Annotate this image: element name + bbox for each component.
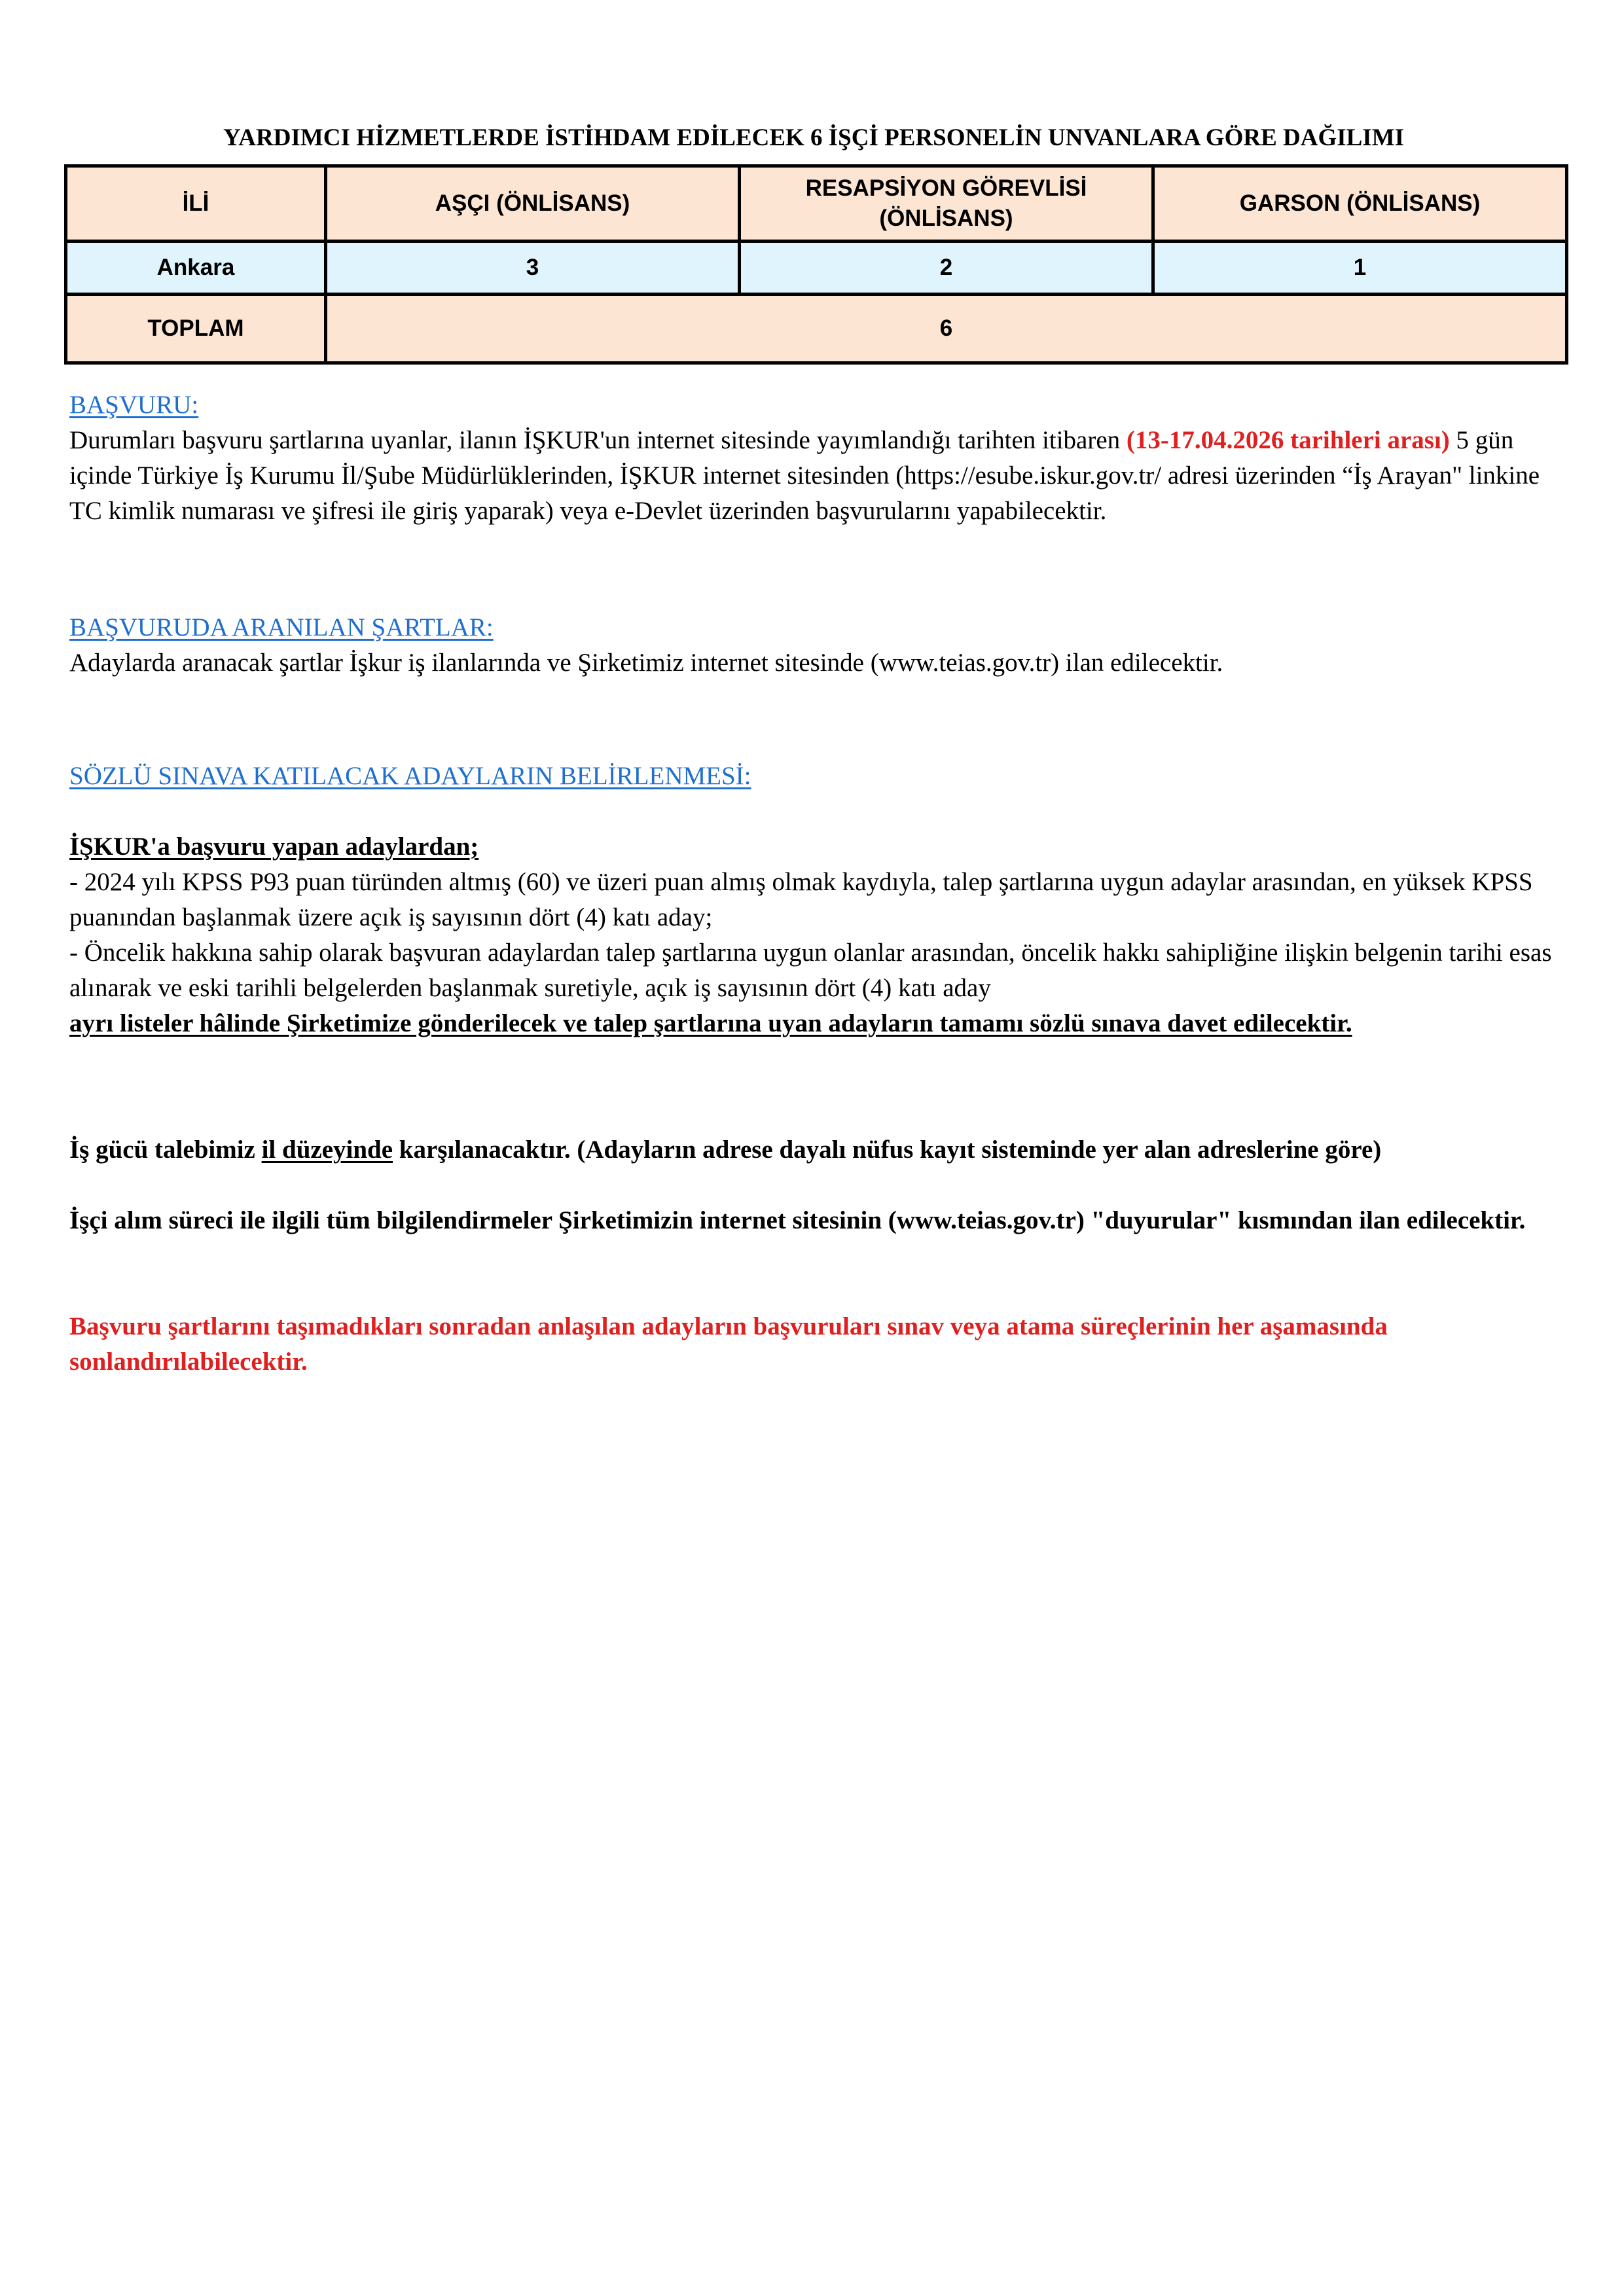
sartlar-section [69, 610, 1568, 681]
basvuru-dates-2: arası) [1387, 426, 1450, 454]
sozlu-subheading: İŞKUR'a başvuru yapan adaylardan; [69, 833, 479, 861]
basvuru-body [69, 423, 1568, 529]
header-ili: İLİ [66, 166, 326, 242]
page-title: YARDIMCI HİZMETLERDE İSTİHDAM EDİLECEK 6 İŞÇİ PERSONELİN UNVANLARA GÖRE DAĞILIMI [223, 124, 1405, 151]
uyari-note [69, 1309, 1568, 1380]
table-row [66, 242, 1567, 295]
sozlu-closing: ayrı listeler hâlinde Şirketimize gönderilecek ve talep şartlarına uyan adayların tamamı sözlü sınava davet edilecektir. [69, 1009, 1352, 1037]
bilgi-note [69, 1203, 1568, 1238]
table-total-row [66, 295, 1567, 363]
talep-il-duzeyinde: il düzeyinde [261, 1136, 393, 1164]
sozlu-item-2: - Öncelik hakkına sahip olarak başvuran adaylardan talep şartlarına uygun olanlar arasından, öncelik hakkı sahipliğine ilişkin belgenin tarihi esas alınarak ve eski tarihli belgelerden başlanmak suretiyle, açık iş sayısının dört (4) katı aday [69, 939, 1552, 1002]
basvuru-text-1: Durumları başvuru şartlarına uyanlar, ilanın İŞKUR'un internet sitesinde yayımlandığı tarihten itibaren [69, 426, 1127, 454]
uyari-text: Başvuru şartlarını taşımadıkları sonradan anlaşılan adayların başvuruları sınav veya atama süreçlerinin her aşamasında sonlandırılabilecektir. [69, 1312, 1388, 1376]
header-resepsiyon-line2: (ÖNLİSANS) [879, 206, 1013, 231]
cell-garson-count: 1 [1153, 242, 1567, 295]
sartlar-heading: BAŞVURUDA ARANILAN ŞARTLAR: [69, 613, 494, 641]
header-resepsiyon-line1: RESAPSİYON GÖREVLİSİ [805, 175, 1087, 201]
bilgi-text: İşçi alım süreci ile ilgili tüm bilgilendirmeler Şirketimizin internet sitesinin (www.teias.gov.tr) "duyurular" kısmından ilan edilecektir. [69, 1206, 1526, 1234]
talep-text-3: karşılanacaktır. (Adayların adrese dayalı nüfus kayıt sisteminde yer alan adreslerine göre) [393, 1136, 1382, 1164]
sozlu-item-1: - 2024 yılı KPSS P93 puan türünden altmış (60) ve üzeri puan almış olmak kaydıyla, talep şartlarına uygun adaylar arasından, en yüksek KPSS puanından başlanmak üzere açık iş sayısının dört (4) katı aday; [69, 868, 1533, 931]
talep-note [69, 1132, 1568, 1168]
cell-city: Ankara [66, 242, 326, 295]
distribution-table [64, 164, 1568, 365]
header-garson: GARSON (ÖNLİSANS) [1153, 166, 1567, 242]
basvuru-section [69, 387, 1568, 529]
header-asci: AŞÇI (ÖNLİSANS) [326, 166, 740, 242]
basvuru-dates-1: (13-17.04.2026 tarihleri [1126, 426, 1381, 454]
cell-asci-count: 3 [326, 242, 740, 295]
cell-total-label: TOPLAM [66, 295, 326, 363]
basvuru-text-2: 5 gün içinde Türkiye İş Kurumu İl/Şube Müdürlüklerinden, İŞKUR internet sitesinden (https://esube.iskur.gov.tr/ adresi üzerinden “İş Arayan" linkine TC kimlik numarası ve şifresi ile giriş yaparak) veya e-Devlet üzerinden başvurularını yapabilecektir. [69, 426, 1540, 525]
sartlar-text: Adaylarda aranacak şartlar İşkur iş ilanlarında ve Şirketimiz internet sitesinde (www.teias.gov.tr) ilan edilecektir. [69, 649, 1223, 677]
header-resepsiyon [740, 166, 1153, 242]
sozlu-section [69, 759, 1568, 1041]
sozlu-heading: SÖZLÜ SINAVA KATILACAK ADAYLARIN BELİRLENMESİ: [69, 762, 751, 790]
talep-text-1: İş gücü talebimiz [69, 1136, 262, 1164]
basvuru-heading: BAŞVURU: [69, 391, 199, 419]
cell-resepsiyon-count: 2 [740, 242, 1153, 295]
cell-total-value: 6 [326, 295, 1567, 363]
table-header-row [66, 166, 1567, 242]
